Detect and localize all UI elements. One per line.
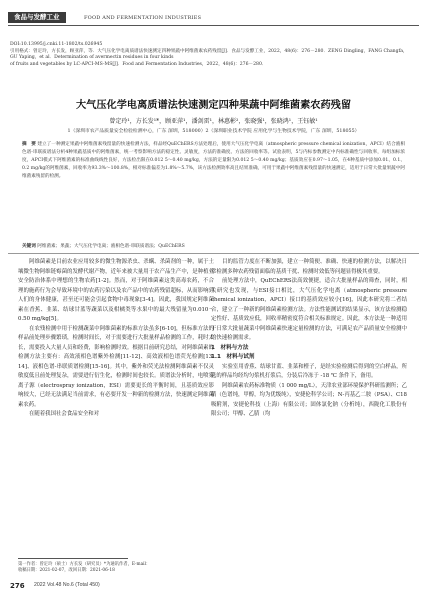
- paragraph: 在随着我国社会食品安全和对: [29, 411, 100, 417]
- journal-volume: 2022 Vol.48 No.6 (Total 450): [34, 582, 100, 588]
- right-column: [211, 258, 407, 420]
- footnote-divider: [18, 558, 128, 559]
- article-title: 大气压化学电离质谱法快速测定四种果蔬中阿维菌素农药残留: [75, 100, 352, 111]
- paragraph: 在农残检测中用于检测蔬菜中阿维菌素的标准方法虽多[6-10]，但标准方法的样品前处理步骤繁琐，检测时间长，对于需要进行大批量样品检测的工作，耗时太长，需要投入大量人员和经费，影响检测时效。根据目前研究总结，对阿维菌素的检测方法主要有：高效液相色谱紫外检测[11-12]、高效液相色谱荧光检测[13-14]、液相色谱-串联质谱检测[15-16]。其中，紫外和荧光法检测阿维菌素不仅灵敏度低且前处理复杂，需要进行衍生化，检测时间也较长。质谱法分析时，电喷雾离子源（electrospray ionization，ESI）需要更长的平衡时间，且基质效应影响较大，已经无法满足当前需求，有必要开发一种新的检测方法，快速测定阿维菌素农药。: [18, 325, 214, 408]
- citation-en: of fruits and vegetables by LC-APCI-MS-MS[J]．Food and Fermentation Industries，2022，48(6)：276－280．: [10, 61, 267, 67]
- keywords-text: 阿维菌素；果蔬；大气压化学电离；液相色谱-串联质谱法；QuEChERS: [37, 244, 185, 249]
- abstract-text: 建立了一种测定果蔬中阿维菌素残留量的快速检测方法，样品经QuEChERS方法处理后，使用大气压化学电离（atmospheric pressure chemical ionization，APCI）结合液相色谱-串联质谱法分析4种果蔬基质中的阿维菌素，统一考察影响方法的稳定性、灵敏度，方法的准确度、方法的回收率等。试验表明，5与内标参数测定中内标准确性与回收率，每组加标浓度，APCI模式下阿维菌素的标准曲线线性良好，方法检出限在0.012 5～0.40 mg/kg，方法的定量限为0.012 5～0.40 mg/kg；基质效应在0.97～1.05，在4种基质中添加0.01、0.1、0.2 mg/kg的阿维菌素，回收率为93.3%～100.8%，相对标准偏差为1.8%～5.7%，该方法检测效率高且结果准确，可用于果蔬中阿维菌素残留量的快速测定，适用于日常大批量果蔬中阿维菌素残留的检测。: [22, 142, 405, 179]
- doi: DOI:10.13995/j.cnki.11-1802/ts.026945: [10, 42, 103, 47]
- subsection-heading: 1.1 材料与试剂: [211, 354, 255, 360]
- footnote: [18, 562, 214, 574]
- journal-section-tag: 食品与发酵工业: [8, 12, 66, 23]
- author-note: 第一作者：曾定玲（硕士）方长发（研究员）*为通讯作者，E-mail：: [18, 562, 151, 567]
- citation-cn: 引用格式：曾定玲，方长发，顾亚萍，等．大气压化学电离质谱法快速测定四种果蔬中阿维菌素农药残留[J]．食品与发酵工业，2022，48(6)：276－280．ZENG Dingling，FANG Changfa，GU Yaping，et al．Determination of avermectin residues in four kinds: [10, 48, 408, 61]
- journal-english-name: FOOD AND FERMENTATION INDUSTRIES: [84, 15, 202, 21]
- received-date: 收稿日期：2021-02-07，改回日期：2021-06-18: [18, 568, 115, 574]
- keywords-label: 关键词: [22, 244, 36, 249]
- body-divider: [8, 253, 419, 254]
- authors: 曾定玲¹，方长发¹*，顾亚萍¹，潘剑雷¹，林惠彬²，张晓强¹，张晓鸿¹，王钰敏¹: [109, 118, 318, 125]
- affiliations: 1（深圳市农产品质量安全检验检测中心，广东 深圳，518000）2（深圳职业技术学院 应用化学与生物技术学院，广东 深圳，518055）: [67, 129, 360, 134]
- page-number: 276: [10, 582, 25, 590]
- abstract-label: 摘 要: [22, 142, 36, 147]
- paragraph: 阿维菌素农药标准物质（1 000 mg/L），天津农业部环境保护科研监测所；乙腈（色谱纯，甲醇，均为优级纯），安捷伦科学公司；N-丙基乙二胺（PSA）、C18吸附剂，安捷伦科技（上海）有限公司；固体氯化钠（分析纯），西陇化工股份有限公司；甲醇、乙腈（均: [211, 382, 407, 417]
- header-divider: [8, 25, 419, 26]
- paragraph: 前处理方法中，QuEChERS法高效便捷，适合大批量样品的筛查，同时，相关研究也发现，与ESI接口相比，大气压化学电离（atmospheric pressure chemical ionization，APCI）接口的基质效应较小[16]，因此本研究将二者结合，建立了一种新的阿维菌素检测方法。方法性能测试的结果显示，该方法检测稳定性好、基质效应低，回收率精密度符合相关标准规定。因此，本方法是一种适用于日常大批量蔬菜中阿维菌素快速定量检测的方法，可满足农产品质量安全检测中的快速检测需求。: [211, 278, 407, 341]
- paragraph: 目的监管力度在不断加强，建立一种简便、准确、快速的检测方法，以解决日常检测多种农药残留面临的基质干扰、检测时效低等问题显得极其重要。: [211, 259, 407, 275]
- left-column: [18, 258, 214, 420]
- keywords: [22, 243, 405, 249]
- abstract: [22, 141, 405, 181]
- paragraph: 实验室用香蕉、结球甘蓝、韭菜和橙子，是经实验检测后得到的空白样品，所选的样品均经均匀浆机打浆后，分装后冷冻于 -18 ℃ 条件下，备用。: [211, 363, 407, 379]
- citation-block: [10, 42, 415, 68]
- section-heading: 1 材料与方法: [211, 344, 249, 351]
- paragraph: 阿维菌素是目前农业应用较多的微生物源杀虫、杀螨、杀菌剂的一种，属于土壤微生物阿维链霉菌的发酵代谢产物，近年来被大量用于农产品生产中，是种植业安全防治体系中理想的生物农药[1-2]。然而，对于阿维菌素这类高毒农药，不合理的施药行为会导致环境中的农药污染以及农产品中的农药残留超标，从而影响到人们的身体健康，甚至还可能会引起食物中毒现象[3-4]。因此，我国规定阿维菌素在香蕉、韭菜、结球甘蓝等蔬菜以及柑橘类等水果中的最大残留量为0.010～0.50 mg/kg[5]。: [18, 259, 214, 322]
